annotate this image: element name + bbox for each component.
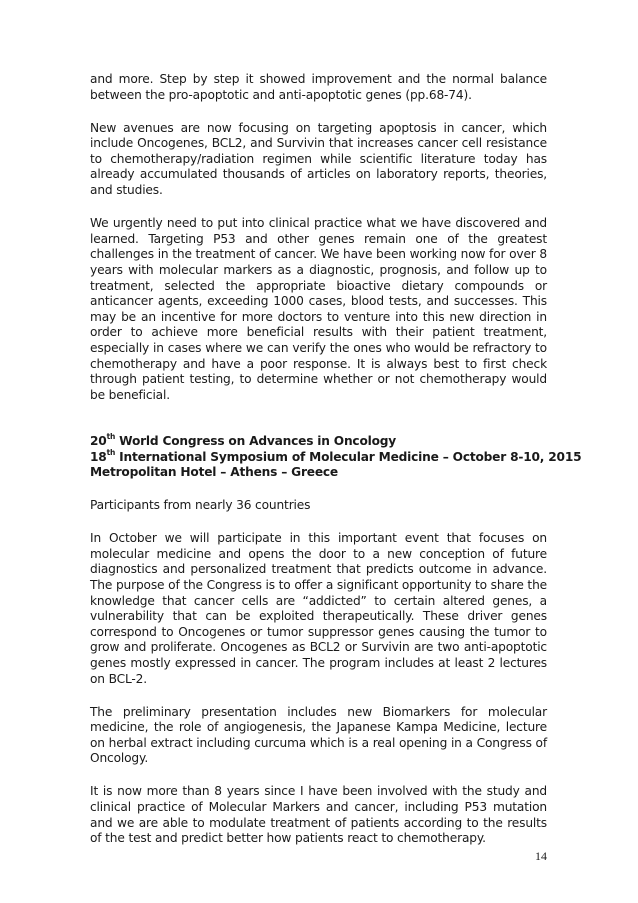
paragraph-eight-years: It is now more than 8 years since I have been involved with the study and clinical practice of Molecular Markers and cancer, including P53 mutation and we are able to modulate treatment of patients according to the results of the test and predict better how patients react to chemotherapy.	[90, 784, 547, 846]
event-heading-venue: Metropolitan Hotel – Athens – Greece	[90, 465, 338, 480]
event-heading-symposium: 18th International Symposium of Molecular Medicine – October 8-10, 2015	[90, 447, 582, 464]
event-heading	[90, 432, 582, 481]
page-number: 14	[535, 849, 547, 863]
paragraph-apoptotic-balance: and more. Step by step it showed improvement and the normal balance between the pro-apoptotic and anti-apoptotic genes (pp.68-74).	[90, 72, 547, 102]
paragraph-preliminary-presentation: The preliminary presentation includes new Biomarkers for molecular medicine, the role of angiogenesis, the Japanese Kampa Medicine, lecture on herbal extract including curcuma which is a real opening in a Congress of Oncology.	[90, 704, 547, 766]
paragraph-clinical-practice: We urgently need to put into clinical practice what we have discovered and learned. Targeting P53 and other genes remain one of the greatest challenges in the treatment of cancer. We have been working now for over 8 years with molecular markers as a diagnostic, prognosis, and follow up to treatment, selected the appropriate bioactive dietary compounds or anticancer agents, exceeding 1000 cases, blood tests, and successes. This may be an incentive for more doctors to venture into this new direction in order to achieve more beneficial results with their patient treatment, especially in cases where we can verify the ones who would be refractory to chemotherapy and have a poor response. It is always best to first check through patient testing, to determine whether or not chemotherapy would be beneficial.	[90, 216, 547, 402]
document-page	[90, 72, 582, 864]
paragraph-october-event: In October we will participate in this important event that focuses on molecular medicine and opens the door to a new conception of future diagnostics and personalized treatment that predicts outcome in advance. The purpose of the Congress is to offer a significant opportunity to share the knowledge that cancer cells are “addicted” to certain altered genes, a vulnerability that can be exploited therapeutically. These driver genes correspond to Oncogenes or tumor suppressor genes causing the tumor to grow and proliferate. Oncogenes as BCL2 or Survivin are two anti-apoptotic genes mostly expressed in cancer. The program includes at least 2 lectures on BCL-2.	[90, 531, 547, 686]
paragraph-participants: Participants from nearly 36 countries	[90, 498, 311, 513]
event-heading-congress: 20th World Congress on Advances in Oncology	[90, 432, 397, 449]
paragraph-new-avenues: New avenues are now focusing on targeting apoptosis in cancer, which include Oncogenes, BCL2, and Survivin that increases cancer cell resistance to chemotherapy/radiation regimen while scientific literature today has already accumulated thousands of articles on laboratory reports, theories, and studies.	[90, 120, 547, 198]
